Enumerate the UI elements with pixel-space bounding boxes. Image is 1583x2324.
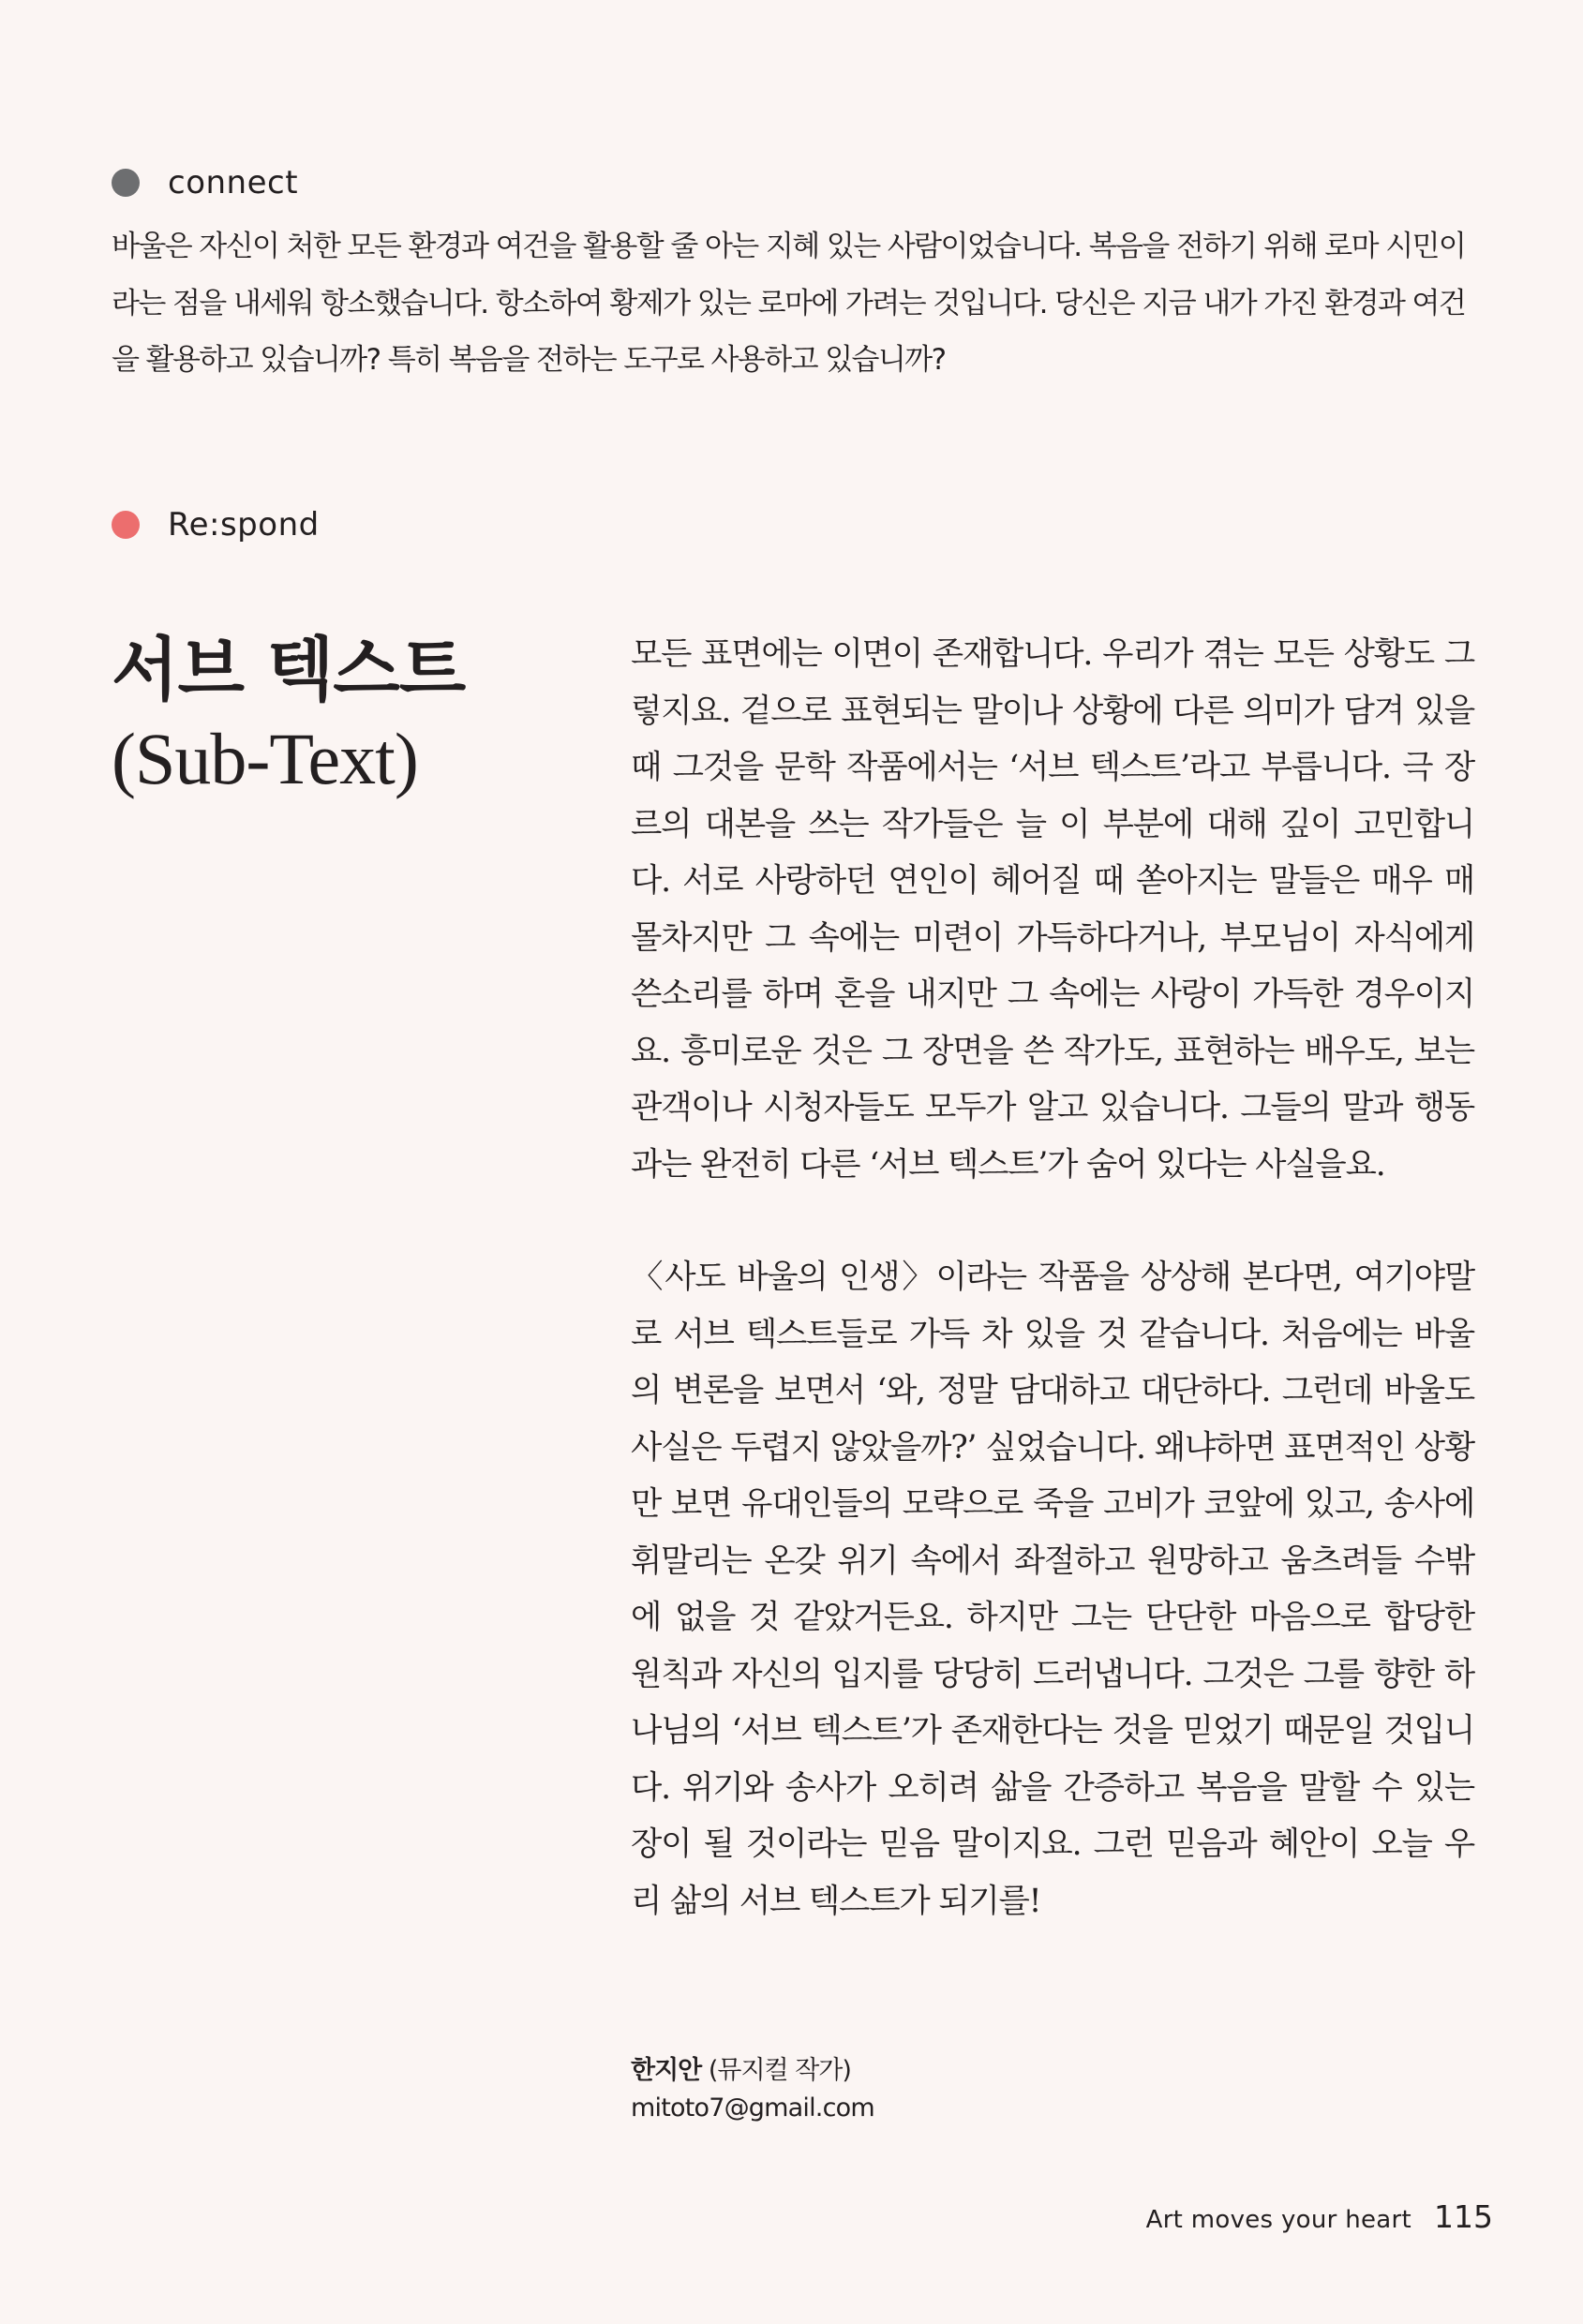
article-body (631, 626, 1474, 1929)
author-name: 한지안 (631, 2056, 702, 2085)
author-email: mitoto7@gmail.com (631, 2093, 874, 2123)
page-footer (1146, 2198, 1493, 2235)
article-paragraph: 〈사도 바울의 인생〉이라는 작품을 상상해 본다면, 여기야말로 서브 텍스트들로 가득 차 있을 것 같습니다. 처음에는 바울의 변론을 보면서 ‘와, 정말 담대하고 대단하다. 그런데 바울도 사실은 두렵지 않았을까?’ 싶었습니다. 왜냐하면 표면적인 상황만 보면 유대인들의 모략으로 죽을 고비가 코앞에 있고, 송사에 휘말리는 온갖 위기 속에서 좌절하고 원망하고 움츠려들 수밖에 없을 것 같았거든요. 하지만 그는 단단한 마음으로 합당한 원칙과 자신의 입지를 당당히 드러냅니다. 그것은 그를 향한 하나님의 ‘서브 텍스트’가 존재한다는 것을 믿었기 때문일 것입니다. 위기와 송사가 오히려 삶을 간증하고 복음을 말할 수 있는 장이 될 것이라는 믿음 말이지요. 그런 믿음과 혜안이 오늘 우리 삶의 서브 텍스트가 되기를! (631, 1259, 1474, 1920)
footer-tagline: Art moves your heart (1145, 2206, 1411, 2234)
connect-section-header (112, 164, 298, 201)
respond-bullet-icon (112, 511, 140, 539)
article-title-korean: 서브 텍스트 (112, 630, 466, 710)
respond-section-header (112, 506, 320, 544)
article-title-english: (Sub-Text) (112, 718, 418, 799)
connect-label: connect (168, 164, 299, 201)
respond-label: Re:spond (168, 506, 320, 544)
connect-bullet-icon (112, 169, 140, 197)
author-role: (뮤지컬 작가) (708, 2056, 851, 2085)
page-number: 115 (1434, 2198, 1493, 2235)
article-paragraph: 모든 표면에는 이면이 존재합니다. 우리가 겪는 모든 상황도 그렇지요. 겉으로 표현되는 말이나 상황에 다른 의미가 담겨 있을 때 그것을 문학 작품에서는 ‘서브 텍스트’라고 부릅니다. 극 장르의 대본을 쓰는 작가들은 늘 이 부분에 대해 깊이 고민합니다. 서로 사랑하던 연인이 헤어질 때 쏟아지는 말들은 매우 매몰차지만 그 속에는 미련이 가득하다거나, 부모님이 자식에게 쓴소리를 하며 혼을 내지만 그 속에는 사랑이 가득한 경우이지요. 흥미로운 것은 그 장면을 쓴 작가도, 표현하는 배우도, 보는 관객이나 시청자들도 모두가 알고 있습니다. 그들의 말과 행동과는 완전히 다른 ‘서브 텍스트’가 숨어 있다는 사실을요. (631, 635, 1474, 1184)
connect-text: 바울은 자신이 처한 모든 환경과 여건을 활용할 줄 아는 지혜 있는 사람이었습니다. 복음을 전하기 위해 로마 시민이라는 점을 내세워 항소했습니다. 항소하여 황제가 있는 로마에 가려는 것입니다. 당신은 지금 내가 가진 환경과 여건을 활용하고 있습니까? 특히 복음을 전하는 도구로 사용하고 있습니까? (112, 230, 1466, 377)
author-byline (631, 2052, 874, 2127)
article-title (112, 626, 465, 804)
